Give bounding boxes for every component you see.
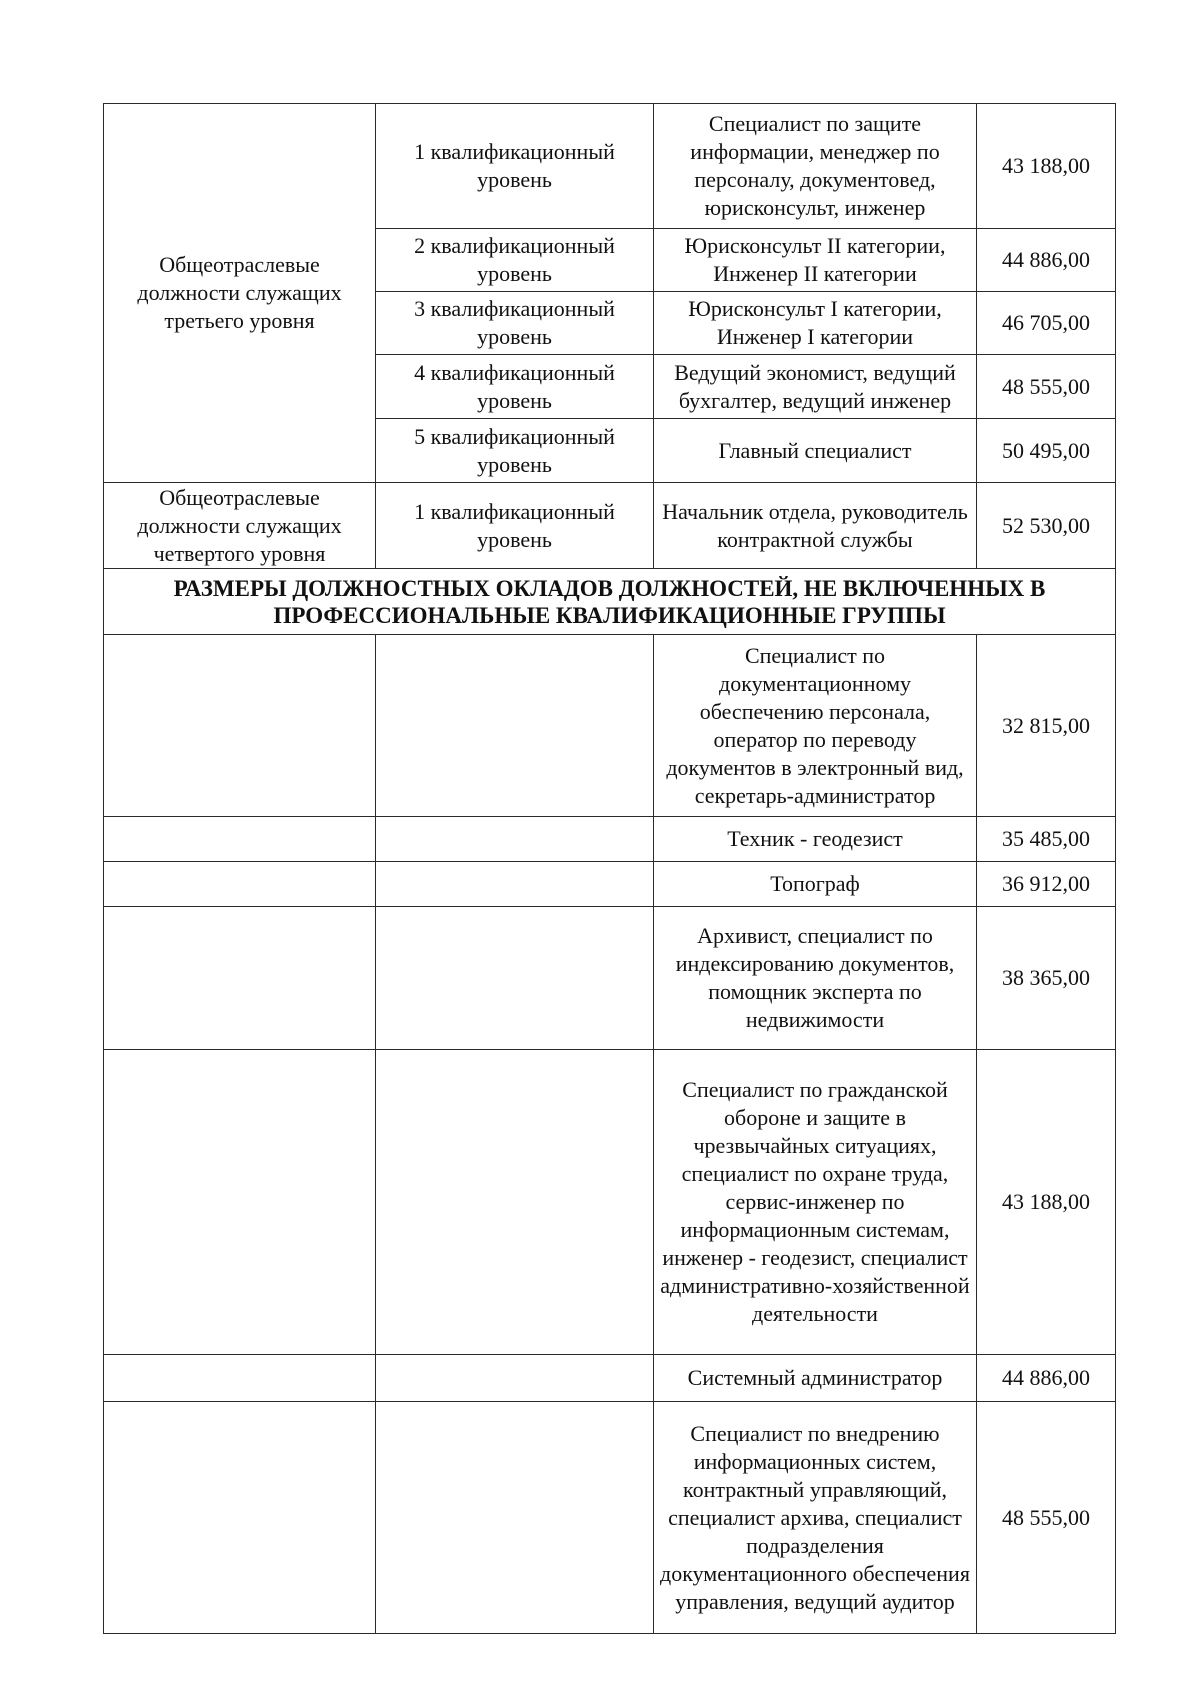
positions-cell: Юрисконсульт II категории, Инженер II категории bbox=[654, 229, 977, 292]
empty-cell bbox=[104, 907, 376, 1050]
salary-cell: 46 705,00 bbox=[977, 292, 1116, 355]
salary-cell: 44 886,00 bbox=[977, 229, 1116, 292]
empty-cell bbox=[376, 1050, 654, 1355]
document-page bbox=[103, 103, 1115, 1634]
positions-cell: Специалист по документационному обеспечению персонала, оператор по переводу документов в электронный вид, секретарь-администратор bbox=[654, 635, 977, 817]
positions-cell: Главный специалист bbox=[654, 419, 977, 483]
empty-cell bbox=[104, 1050, 376, 1355]
salary-table bbox=[103, 103, 1116, 1634]
level-cell: 5 квалификационный уровень bbox=[376, 419, 654, 483]
level-cell: 4 квалификационный уровень bbox=[376, 355, 654, 419]
group-name-cell: Общеотраслевые должности служащих третьего уровня bbox=[104, 104, 376, 483]
section-title: РАЗМЕРЫ ДОЛЖНОСТНЫХ ОКЛАДОВ ДОЛЖНОСТЕЙ, НЕ ВКЛЮЧЕННЫХ В ПРОФЕССИОНАЛЬНЫЕ КВАЛИФИКАЦИОННЫЕ ГРУППЫ bbox=[104, 569, 1116, 635]
empty-cell bbox=[376, 1402, 654, 1634]
level-cell: 1 квалификационный уровень bbox=[376, 104, 654, 229]
section-row bbox=[104, 569, 1116, 635]
empty-cell bbox=[104, 635, 376, 817]
empty-cell bbox=[104, 862, 376, 907]
table-row bbox=[104, 817, 1116, 862]
group-name-cell: Общеотраслевые должности служащих четвертого уровня bbox=[104, 483, 376, 569]
salary-cell: 32 815,00 bbox=[977, 635, 1116, 817]
table-row bbox=[104, 104, 1116, 229]
empty-cell bbox=[376, 862, 654, 907]
salary-cell: 38 365,00 bbox=[977, 907, 1116, 1050]
positions-cell: Ведущий экономист, ведущий бухгалтер, ведущий инженер bbox=[654, 355, 977, 419]
empty-cell bbox=[376, 907, 654, 1050]
table-row bbox=[104, 862, 1116, 907]
positions-cell: Топограф bbox=[654, 862, 977, 907]
salary-cell: 48 555,00 bbox=[977, 1402, 1116, 1634]
salary-cell: 44 886,00 bbox=[977, 1355, 1116, 1402]
table-row bbox=[104, 1050, 1116, 1355]
level-cell: 2 квалификационный уровень bbox=[376, 229, 654, 292]
positions-cell: Юрисконсульт I категории, Инженер I категории bbox=[654, 292, 977, 355]
positions-cell: Специалист по защите информации, менеджер по персоналу, документовед, юрисконсульт, инженер bbox=[654, 104, 977, 229]
positions-cell: Начальник отдела, руководитель контрактной службы bbox=[654, 483, 977, 569]
empty-cell bbox=[104, 1402, 376, 1634]
table-row bbox=[104, 483, 1116, 569]
salary-cell: 52 530,00 bbox=[977, 483, 1116, 569]
table-row bbox=[104, 635, 1116, 817]
salary-cell: 43 188,00 bbox=[977, 104, 1116, 229]
table-row bbox=[104, 1402, 1116, 1634]
table-row bbox=[104, 907, 1116, 1050]
positions-cell: Специалист по внедрению информационных систем, контрактный управляющий, специалист архива, специалист подразделения документационного обеспечения управления, ведущий аудитор bbox=[654, 1402, 977, 1634]
positions-cell: Специалист по гражданской обороне и защите в чрезвычайных ситуациях, специалист по охране труда, сервис-инженер по информационным системам, инженер - геодезист, специалист административно-хозяйственной деятельности bbox=[654, 1050, 977, 1355]
salary-cell: 36 912,00 bbox=[977, 862, 1116, 907]
positions-cell: Архивист, специалист по индексированию документов, помощник эксперта по недвижимости bbox=[654, 907, 977, 1050]
positions-cell: Техник - геодезист bbox=[654, 817, 977, 862]
level-cell: 1 квалификационный уровень bbox=[376, 483, 654, 569]
empty-cell bbox=[376, 817, 654, 862]
level-cell: 3 квалификационный уровень bbox=[376, 292, 654, 355]
salary-cell: 50 495,00 bbox=[977, 419, 1116, 483]
salary-cell: 48 555,00 bbox=[977, 355, 1116, 419]
empty-cell bbox=[376, 1355, 654, 1402]
positions-cell: Системный администратор bbox=[654, 1355, 977, 1402]
empty-cell bbox=[104, 817, 376, 862]
salary-cell: 35 485,00 bbox=[977, 817, 1116, 862]
table-row bbox=[104, 1355, 1116, 1402]
salary-cell: 43 188,00 bbox=[977, 1050, 1116, 1355]
empty-cell bbox=[104, 1355, 376, 1402]
empty-cell bbox=[376, 635, 654, 817]
